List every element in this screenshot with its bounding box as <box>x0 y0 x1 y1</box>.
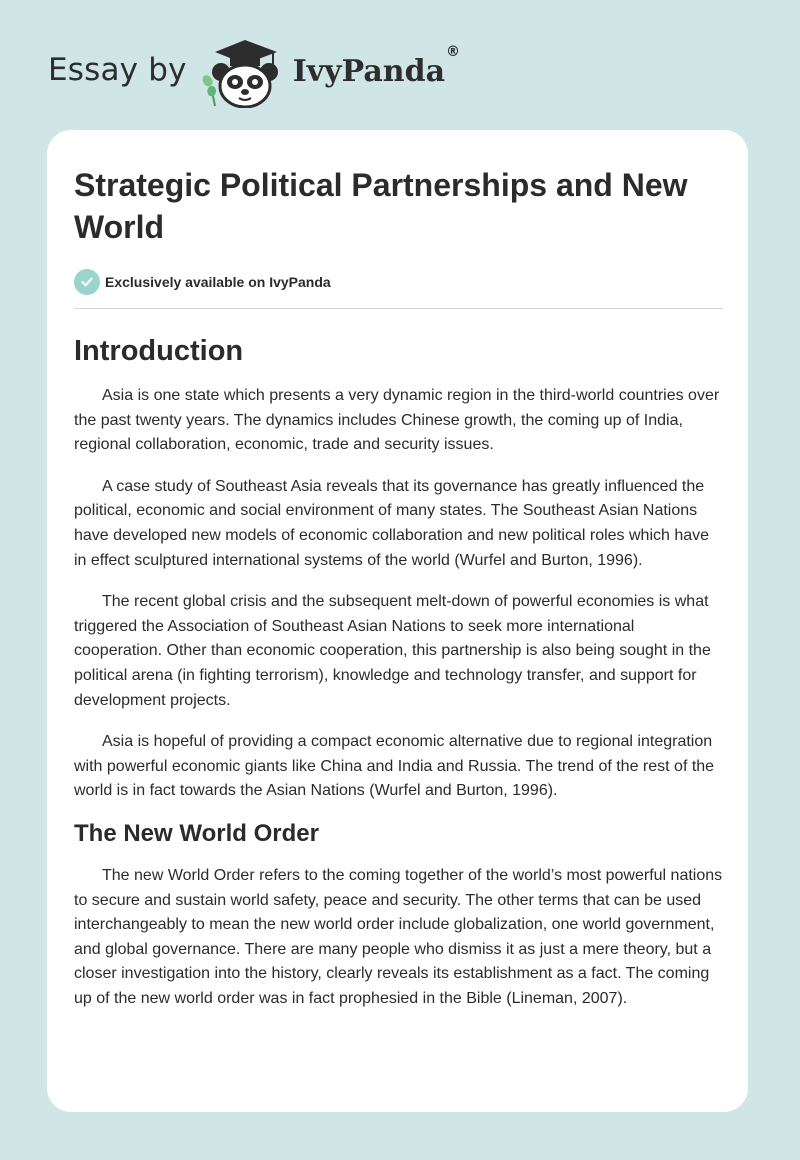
article-card <box>47 130 748 1112</box>
article-title: Strategic Political Partnerships and New World <box>74 167 688 245</box>
badge-text: Exclusively available on IvyPanda <box>105 274 331 290</box>
check-circle-icon <box>74 269 100 295</box>
registered-mark: ® <box>446 43 461 60</box>
paragraph: Asia is hopeful of providing a compact economic alternative due to regional integration with powerful economic giants like China and India and Russia. The trend of the rest of the world is in fact towards the Asian Nations (Wurfel and Burton, 1996). <box>74 733 715 800</box>
paragraph: Asia is one state which presents a very dynamic region in the third-world countries over the past twenty years. The dynamics includes Chinese growth, the coming up of India, regional collaboration, economic, trade and security issues. <box>74 387 720 454</box>
section-heading-introduction: Introduction <box>74 335 244 367</box>
paragraph: A case study of Southeast Asia reveals that its governance has greatly influenced the political, economic and social environment of many states. The Southeast Asian Nations have developed new models of economic collaboration and new political roles which have in effect sculptured international systems of the world (Wurfel and Burton, 1996). <box>74 477 710 569</box>
brand-name: IvyPanda® <box>292 43 461 89</box>
panda-graduation-cap-icon <box>197 36 289 108</box>
brand-header[interactable] <box>48 36 468 108</box>
paragraph: The new World Order refers to the coming together of the world’s most powerful nations to secure and sustain world safety, peace and security. The other terms that can be used interchangeably to mean the new world order include globalization, one world government, and global governance. There are many people who dismiss it as just a mere theory, but a closer investigation into the history, clearly reveals its establishment as a fact. The coming up of the new world order was in fact prophesied in the Bible (Lineman, 2007). <box>74 866 723 1007</box>
exclusive-badge <box>74 268 722 296</box>
divider <box>74 308 723 309</box>
section-heading-new-world-order: The New World Order <box>74 819 319 847</box>
paragraph: The recent global crisis and the subsequent melt-down of powerful economies is what triggered the Association of Southeast Asian Nations to seek more international cooperation. Other than economic cooperation, this partnership is also being sought in the political arena (in fighting terrorism), knowledge and technology transfer, and support for development projects. <box>74 593 711 709</box>
brand-prefix: Essay by <box>48 52 187 88</box>
